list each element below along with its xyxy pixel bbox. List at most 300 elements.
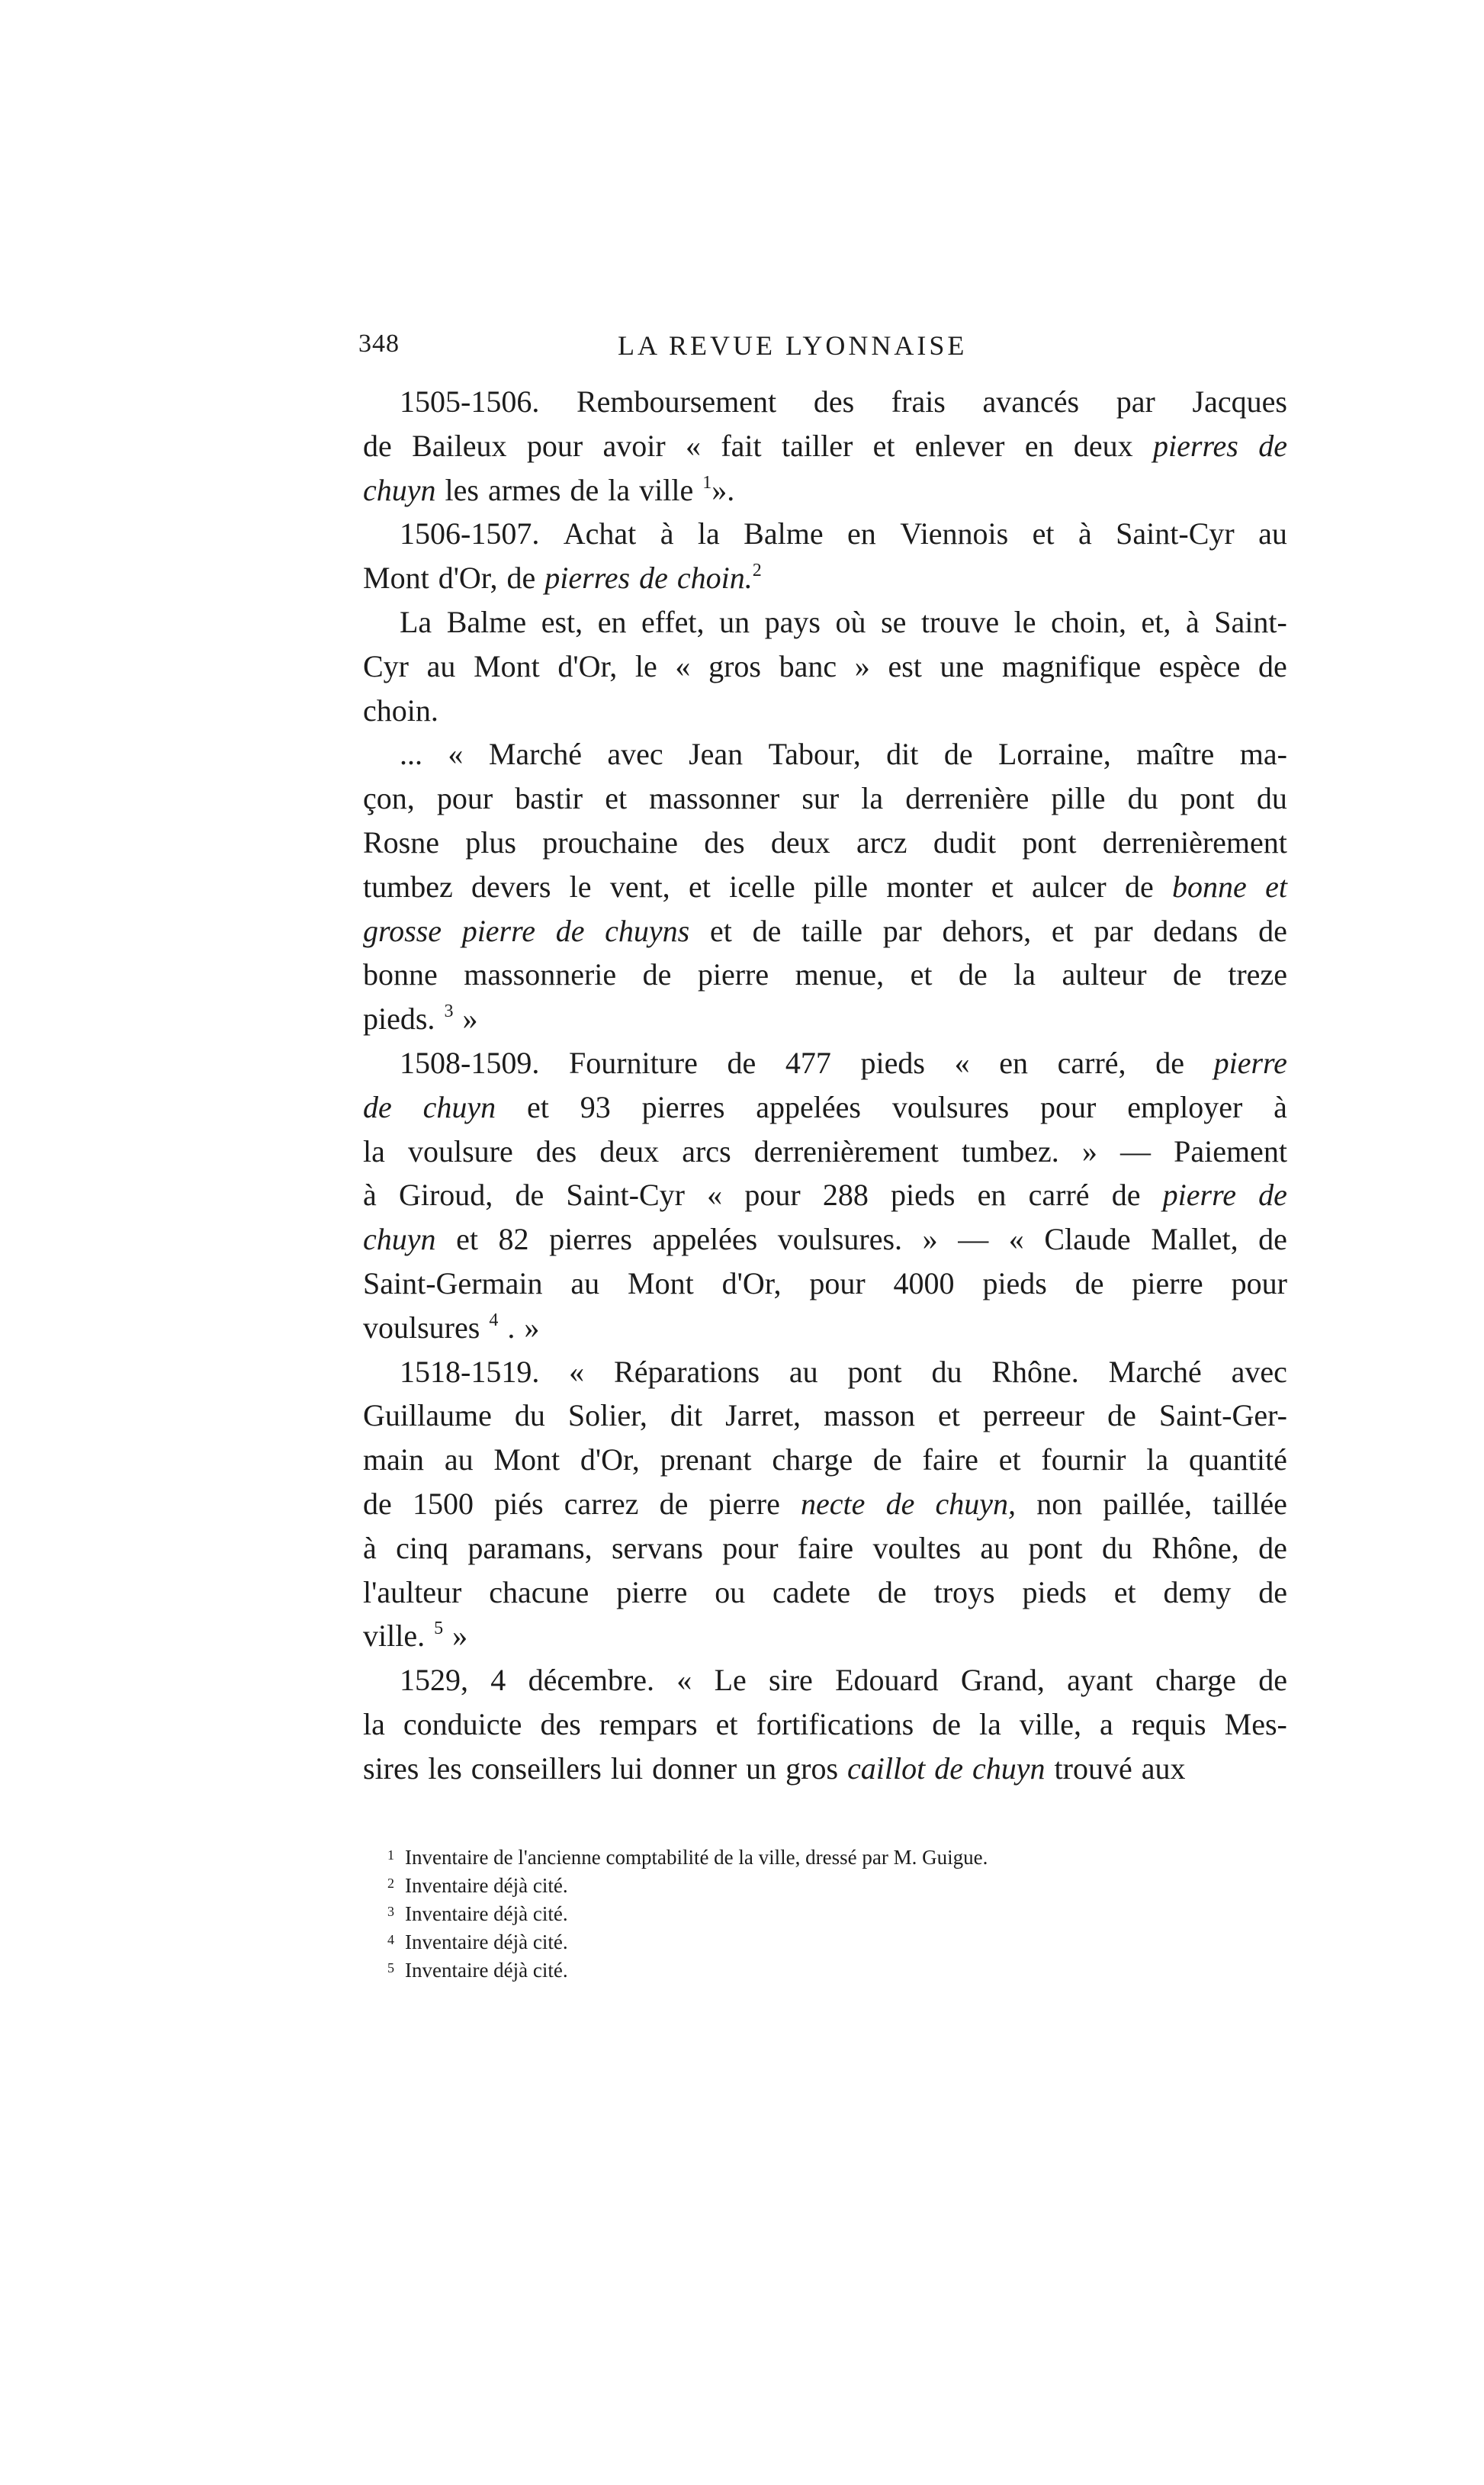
- word-text: Rhône,: [1152, 1530, 1239, 1565]
- word-text: çon,: [363, 781, 415, 816]
- word-text: lui: [610, 1750, 644, 1786]
- word: [611, 1747, 643, 1791]
- word-text: effet,: [641, 604, 705, 639]
- word: [1258, 1526, 1287, 1570]
- word: [785, 1041, 831, 1085]
- word: [773, 1570, 850, 1615]
- word: [682, 1130, 731, 1174]
- text-line: [363, 953, 1287, 997]
- word: [873, 1438, 902, 1482]
- word: [921, 600, 999, 645]
- word-text: et: [991, 869, 1013, 904]
- italic-word: [639, 556, 668, 600]
- word: [923, 1217, 938, 1262]
- text-line: [363, 1482, 1287, 1526]
- word-text: Grand,: [960, 1663, 1045, 1698]
- word: [721, 424, 761, 468]
- word-text: magnifique: [1001, 648, 1142, 683]
- word-text: 1505-1506.: [400, 384, 540, 419]
- word-text: et: [937, 1398, 960, 1433]
- word: [614, 1350, 760, 1394]
- word: [727, 1041, 756, 1085]
- word-text: de: [943, 737, 973, 772]
- word-text: aux: [1141, 1750, 1186, 1786]
- word-text: l'aulteur: [363, 1574, 462, 1609]
- word: [809, 1262, 865, 1306]
- text-line: [363, 909, 1287, 953]
- word: [1152, 1526, 1238, 1570]
- word-text: «: [707, 1178, 723, 1213]
- italic-word: [1258, 1173, 1287, 1217]
- word-text: ville,: [1019, 1706, 1081, 1741]
- word-text: de: [934, 1750, 964, 1786]
- running-title: LA REVUE LYONNAISE: [618, 330, 968, 361]
- word-text: pieds: [1022, 1574, 1087, 1609]
- word: [704, 821, 744, 865]
- word: [1075, 1262, 1104, 1306]
- word-text: prouchaine: [542, 825, 678, 860]
- word-text: 1506-1507.: [400, 516, 540, 551]
- word: [708, 645, 761, 689]
- word-text: un: [746, 1750, 777, 1786]
- word: [978, 1173, 1007, 1217]
- word: [1258, 645, 1287, 689]
- word-text: du: [931, 1354, 962, 1389]
- paragraph: [363, 512, 1287, 600]
- word-text: requis: [1131, 1706, 1206, 1741]
- word: [1186, 600, 1200, 645]
- word: [660, 1438, 752, 1482]
- word: [488, 468, 561, 513]
- word-text: le: [1013, 604, 1036, 639]
- word-text: menue,: [795, 957, 885, 992]
- word-text: de: [1258, 1574, 1287, 1609]
- word-text: Mont: [493, 1442, 561, 1477]
- word: [489, 1570, 589, 1615]
- word-text: décembre.: [528, 1663, 655, 1698]
- word-text: les: [445, 472, 479, 507]
- word: [698, 512, 720, 556]
- word-text: pierre: [461, 913, 535, 948]
- word-text: Mes-: [1224, 1706, 1287, 1741]
- word-text: de: [506, 561, 536, 596]
- word-text: de: [1258, 1530, 1287, 1565]
- text-line: [363, 512, 1287, 556]
- word-text: en: [999, 1045, 1029, 1080]
- word-text: de: [1258, 648, 1287, 683]
- word-text: maître: [1136, 737, 1215, 772]
- word-text: taillée: [1213, 1486, 1287, 1521]
- word-text: de: [873, 1442, 902, 1477]
- word-text: faire: [922, 1442, 978, 1477]
- text-line: [363, 997, 1287, 1041]
- word: [998, 732, 1111, 776]
- word-text: 288: [822, 1178, 869, 1213]
- word-text: pierre: [708, 1486, 780, 1521]
- word: [982, 1262, 1046, 1306]
- word-text: devers: [471, 869, 551, 904]
- word-text: voultes: [872, 1530, 962, 1565]
- word: [616, 1570, 687, 1615]
- word: [1114, 1570, 1136, 1615]
- paragraph: [363, 1658, 1287, 1790]
- word-text: pont: [1028, 1530, 1083, 1565]
- word: [934, 1570, 995, 1615]
- word: [769, 732, 861, 776]
- word: [1020, 1702, 1081, 1747]
- word-text: en: [977, 1178, 1007, 1213]
- word-text: des: [540, 1706, 581, 1741]
- word-text: »: [452, 1619, 468, 1654]
- word-text: la: [697, 516, 720, 551]
- word: [1022, 1570, 1086, 1615]
- word: [1051, 776, 1105, 821]
- word-text: de: [555, 913, 585, 948]
- word: [795, 953, 885, 997]
- word-text: avec: [1231, 1354, 1287, 1389]
- word-text: voulsures: [891, 1089, 1010, 1124]
- word-text: Saint-Germain: [363, 1265, 543, 1300]
- italic-word: [1265, 865, 1287, 909]
- word: [1189, 1438, 1287, 1482]
- word-text: sur: [801, 781, 840, 816]
- word-text: de: [1258, 1178, 1287, 1213]
- word: [399, 1173, 493, 1217]
- word: [507, 1306, 515, 1350]
- word: [412, 424, 506, 468]
- word-text: la: [363, 1133, 385, 1169]
- word: [1009, 1217, 1024, 1262]
- word: [1055, 1747, 1132, 1791]
- text-line: [363, 1702, 1287, 1747]
- word-text: Marché: [1108, 1354, 1202, 1389]
- word: [722, 1526, 778, 1570]
- word-text: caillot: [847, 1750, 926, 1786]
- word: [1078, 512, 1092, 556]
- footnote-ref: 5: [434, 1619, 444, 1639]
- word-text: et: [456, 1222, 478, 1257]
- word-text: pour: [722, 1530, 779, 1565]
- word: [932, 1702, 961, 1747]
- text-line: [363, 1085, 1287, 1130]
- word: [798, 1526, 853, 1570]
- word-text: au: [980, 1530, 1010, 1565]
- word: [363, 997, 453, 1041]
- word: [515, 1394, 545, 1438]
- word: [400, 1658, 468, 1702]
- text-line: [363, 600, 1287, 645]
- word-text: chuyn: [363, 472, 436, 507]
- text-line: [363, 1658, 1287, 1702]
- word-text: aulteur: [1062, 957, 1147, 992]
- word: [639, 468, 693, 513]
- word-text: ayant: [1067, 1663, 1133, 1698]
- word: [1036, 1482, 1082, 1526]
- word: [881, 600, 906, 645]
- word: [1258, 512, 1287, 556]
- text-line: [363, 645, 1287, 689]
- word: [499, 1217, 529, 1262]
- word: [1180, 776, 1235, 821]
- footnote: [387, 1954, 1287, 1982]
- word-text: dehors,: [942, 913, 1032, 948]
- word-text: de: [639, 561, 668, 596]
- italic-word: [423, 1085, 496, 1130]
- word-text: au: [570, 1265, 600, 1300]
- word-text: 4000: [893, 1265, 955, 1300]
- word: [507, 556, 536, 600]
- word: [744, 512, 823, 556]
- word-text: voulsure: [408, 1133, 513, 1169]
- word: [403, 1702, 522, 1747]
- word-text: au: [789, 1354, 818, 1389]
- word: [1102, 1526, 1132, 1570]
- word-text: masson: [823, 1398, 915, 1433]
- word: [873, 424, 895, 468]
- word-text: bonne: [363, 957, 438, 992]
- word-text: Remboursement: [576, 384, 777, 419]
- word: [363, 953, 438, 997]
- word-text: Saint-Cyr: [1116, 516, 1235, 551]
- word: [1107, 1394, 1136, 1438]
- word: [396, 1526, 448, 1570]
- word-text: ».: [711, 472, 735, 507]
- word-text: de: [1258, 1222, 1287, 1257]
- word-text: choin.: [363, 693, 438, 728]
- word-text: perreeur: [982, 1398, 1085, 1433]
- word-text: Achat: [563, 516, 637, 551]
- word-text: «: [569, 1354, 585, 1389]
- word-text: et: [1265, 869, 1287, 904]
- word-text: et: [910, 957, 933, 992]
- word: [961, 1658, 1045, 1702]
- word: [400, 1041, 539, 1085]
- text-line: [363, 1614, 1287, 1658]
- word: [698, 953, 769, 997]
- word: [1142, 600, 1171, 645]
- word-text: charge: [772, 1442, 853, 1477]
- word: [1116, 512, 1235, 556]
- word: [1074, 424, 1133, 468]
- word: [363, 1394, 492, 1438]
- word: [1002, 645, 1141, 689]
- word-text: dedans: [1153, 913, 1238, 948]
- word: [363, 645, 409, 689]
- word: [608, 468, 630, 513]
- word: [1225, 1702, 1287, 1747]
- word-text: —: [1119, 1133, 1151, 1169]
- word: [549, 1217, 632, 1262]
- word-text: de: [1107, 1398, 1136, 1433]
- word-text: de: [363, 428, 392, 463]
- word-text: de: [363, 1089, 392, 1124]
- word: [652, 1747, 737, 1791]
- text-line: [363, 424, 1287, 468]
- word-text: et: [872, 428, 895, 463]
- word: [400, 512, 539, 556]
- word-text: fait: [721, 428, 762, 463]
- word-text: Jacques: [1192, 384, 1287, 419]
- word-text: le: [634, 648, 657, 683]
- word: [861, 1041, 925, 1085]
- word-text: vent,: [609, 869, 670, 904]
- word: [400, 380, 539, 424]
- word-text: chuyns: [605, 913, 690, 948]
- word: [1193, 380, 1287, 424]
- footnote-text: Inventaire de l'ancienne comptabilité de la ville, dressé par M. Guigue.: [405, 1846, 988, 1869]
- word-text: pour: [809, 1265, 866, 1300]
- word-text: aulcer: [1032, 869, 1107, 904]
- word: [719, 600, 750, 645]
- word: [1125, 865, 1154, 909]
- word: [779, 645, 837, 689]
- italic-word: [847, 1747, 925, 1791]
- word-text: Tabour,: [768, 737, 861, 772]
- word-text: taille: [801, 913, 863, 948]
- word: [471, 865, 551, 909]
- word-text: tumbez.: [961, 1133, 1059, 1169]
- word-text: pour: [1231, 1265, 1287, 1300]
- word: [1082, 1130, 1097, 1174]
- word-text: de: [958, 957, 988, 992]
- word: [527, 424, 583, 468]
- word: [445, 1438, 474, 1482]
- word-text: bastir: [515, 781, 583, 816]
- word-text: des: [535, 1133, 577, 1169]
- word: [891, 1173, 955, 1217]
- paragraph: [363, 600, 1287, 732]
- word: [801, 776, 839, 821]
- word: [824, 1394, 915, 1438]
- word-text: pont: [1180, 781, 1235, 816]
- word-text: est,: [541, 604, 583, 639]
- word: [363, 1482, 392, 1526]
- word: [836, 600, 866, 645]
- word: [715, 1570, 745, 1615]
- footnote-number: 2: [387, 1876, 394, 1891]
- word-text: derrenièrement: [753, 1133, 939, 1169]
- word: [1100, 1702, 1113, 1747]
- word: [1240, 732, 1287, 776]
- word-text: la: [979, 1706, 1001, 1741]
- word: [598, 600, 627, 645]
- word-text: d'Or,: [580, 1442, 640, 1477]
- word-text: la: [861, 781, 884, 816]
- word-text: enlever: [914, 428, 1005, 463]
- word: [363, 424, 392, 468]
- word-text: et: [1113, 1574, 1136, 1609]
- word: [599, 1130, 659, 1174]
- word: [643, 953, 672, 997]
- word-text: de: [1258, 1663, 1287, 1698]
- word-text: pierres: [549, 1222, 632, 1257]
- word: [471, 1747, 602, 1791]
- word-text: Solier,: [567, 1398, 647, 1433]
- word: [1058, 1041, 1126, 1085]
- word-text: en: [847, 516, 876, 551]
- word-text: et: [1032, 516, 1055, 551]
- word-text: pont: [1022, 825, 1077, 860]
- word-text: d'Or,: [721, 1265, 782, 1300]
- word: [448, 732, 463, 776]
- word-text: pierre: [1213, 1045, 1287, 1080]
- word: [729, 865, 795, 909]
- word: [894, 1262, 955, 1306]
- word-text: avec: [607, 737, 663, 772]
- italic-word: [556, 909, 585, 953]
- italic-word: [886, 1482, 915, 1526]
- footnote-text: Inventaire déjà cité.: [405, 1902, 568, 1925]
- word: [566, 1173, 685, 1217]
- word: [878, 1570, 907, 1615]
- word-text: pierres: [544, 561, 631, 596]
- body-text: [363, 380, 1287, 1791]
- word: [1151, 1217, 1238, 1262]
- word-text: du: [1127, 781, 1158, 816]
- word-text: 4: [490, 1663, 506, 1698]
- text-line: [363, 380, 1287, 424]
- word: [400, 1350, 539, 1394]
- word-text: ville: [639, 472, 694, 507]
- word-text: paillée,: [1103, 1486, 1193, 1521]
- word: [1174, 1130, 1287, 1174]
- footnote: [387, 1841, 1287, 1869]
- word-text: et: [1051, 913, 1074, 948]
- word-text: Réparations: [614, 1354, 760, 1389]
- word-text: arcs: [682, 1133, 731, 1169]
- word: [1257, 776, 1287, 821]
- word: [1214, 600, 1287, 645]
- word: [577, 380, 776, 424]
- word: [628, 1262, 694, 1306]
- word-text: 1529,: [400, 1663, 468, 1698]
- word-text: necte: [801, 1486, 866, 1521]
- word-text: icelle: [729, 869, 795, 904]
- word: [959, 953, 988, 997]
- word-text: Jarret,: [725, 1398, 801, 1433]
- word-text: par: [882, 913, 922, 948]
- word: [1094, 909, 1132, 953]
- word-text: de: [885, 1486, 915, 1521]
- word: [527, 1085, 549, 1130]
- word-text: pour: [1040, 1089, 1097, 1124]
- word-text: de: [1074, 1265, 1104, 1300]
- word-text: où: [835, 604, 866, 639]
- word: [568, 1394, 647, 1438]
- word: [835, 1658, 939, 1702]
- word: [1044, 1217, 1130, 1262]
- text-line: [363, 1747, 1287, 1791]
- word-text: tumbez: [363, 869, 453, 904]
- word: [756, 1702, 914, 1747]
- word-text: paramans,: [467, 1530, 593, 1565]
- word-text: «: [676, 1663, 692, 1698]
- word-text: charge: [1155, 1663, 1236, 1698]
- word-text: voulsures: [363, 1310, 480, 1345]
- word: [689, 732, 743, 776]
- word: [1136, 732, 1214, 776]
- word-text: arcz: [856, 825, 907, 860]
- word: [456, 1217, 478, 1262]
- word: [557, 645, 617, 689]
- word: [715, 1658, 747, 1702]
- word: [400, 732, 422, 776]
- word: [428, 1747, 461, 1791]
- word-text: pieds: [982, 1265, 1047, 1300]
- word: [892, 1085, 1009, 1130]
- word: [363, 865, 453, 909]
- word-text: la: [1013, 957, 1036, 992]
